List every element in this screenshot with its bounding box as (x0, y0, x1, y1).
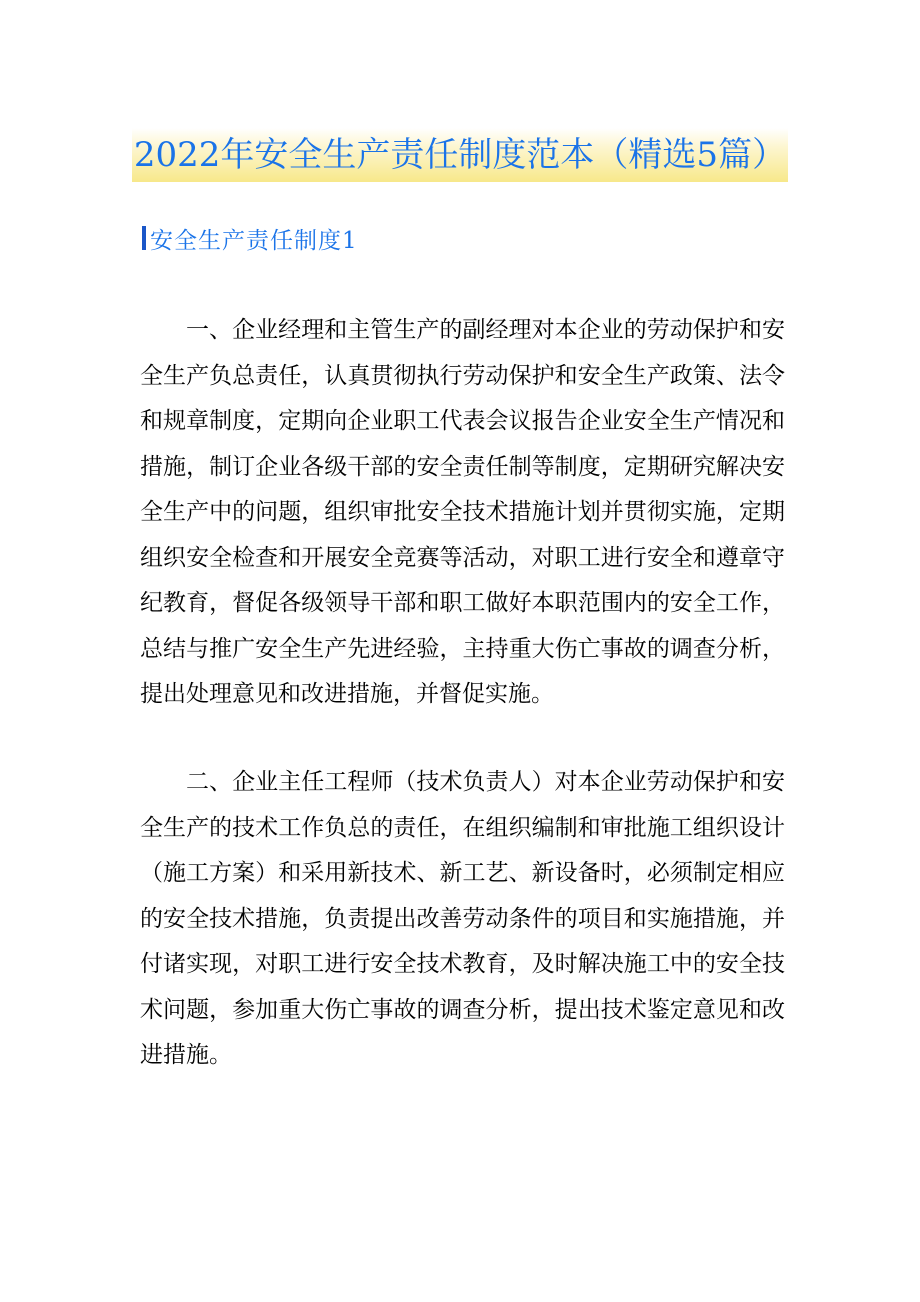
document-title: 2022年安全生产责任制度范本（精选5篇） (132, 128, 788, 182)
section-heading (142, 221, 358, 255)
section-heading-text: 安全生产责任制度1 (150, 227, 358, 254)
heading-bar-icon (142, 226, 146, 250)
title-container (0, 128, 920, 182)
paragraph-2: 二、企业主任工程师（技术负责人）对本企业劳动保护和安全生产的技术工作负总的责任，在组织编制和审批施工组织设计（施工方案）和采用新技术、新工艺、新设备时，必须制定相应的安全技术措施，负责提出改善劳动条件的项目和实施措施，并付诸实现，对职工进行安全技术教育，及时解决施工中的安全技术问题，参加重大伤亡事故的调查分析，提出技术鉴定意见和改进措施。 (140, 769, 785, 1068)
paragraph-1: 一、企业经理和主管生产的副经理对本企业的劳动保护和安全生产负总责任，认真贯彻执行劳动保护和安全生产政策、法令和规章制度，定期向企业职工代表会议报告企业安全生产情况和措施，制订企业各级干部的安全责任制等制度，定期研究解决安全生产中的问题，组织审批安全技术措施计划并贯彻实施，定期组织安全检查和开展安全竞赛等活动，对职工进行安全和遵章守纪教育，督促各级领导干部和职工做好本职范围内的安全工作，总结与推广安全生产先进经验，主持重大伤亡事故的调查分析，提出处理意见和改进措施，并督促实施。 (140, 317, 785, 707)
